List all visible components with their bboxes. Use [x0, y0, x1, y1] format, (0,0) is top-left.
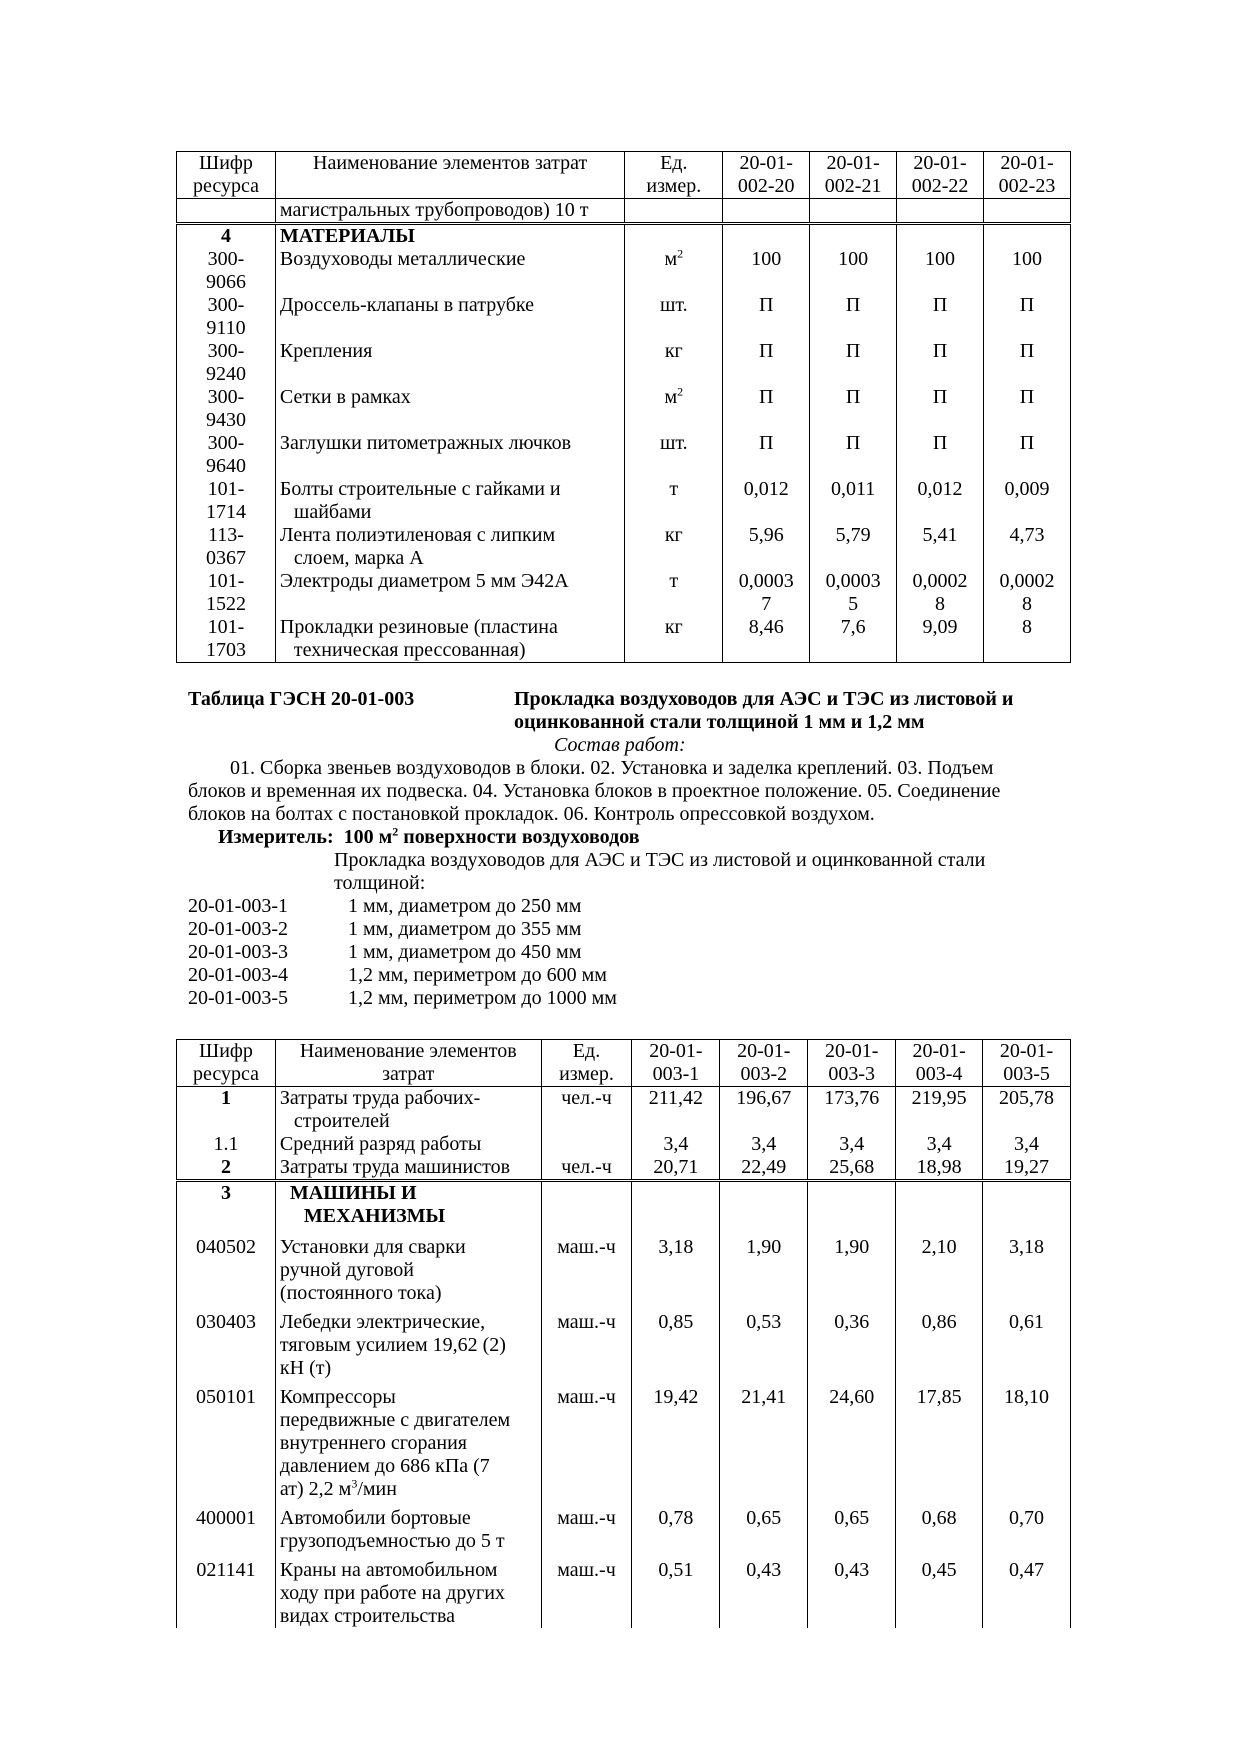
value-cell: 100 — [984, 248, 1071, 294]
value-cell: 0,012 — [723, 478, 810, 524]
unit: т — [625, 478, 723, 524]
item-text: 1,2 мм, периметром до 1000 мм — [348, 987, 617, 1009]
value-cell: 0,43 — [720, 1559, 808, 1628]
unit: т — [625, 570, 723, 616]
header-col: 20-01- 003-2 — [720, 1040, 808, 1087]
resource-code: 300- 9066 — [177, 248, 276, 294]
resource-table-20-01-002 — [176, 151, 1071, 663]
unit: кг — [625, 616, 723, 663]
list-item — [188, 895, 617, 918]
value-cell: 0,61 — [983, 1311, 1071, 1386]
value-cell: 17,85 — [896, 1386, 983, 1507]
value-cell: 20,71 — [632, 1156, 720, 1181]
value-cell: 0,36 — [808, 1311, 896, 1386]
value-cell: 0,86 — [896, 1311, 983, 1386]
value-cell: 0,51 — [632, 1559, 720, 1628]
item-code: 20-01-003-2 — [188, 918, 288, 940]
value-cell: 25,68 — [808, 1156, 896, 1181]
table-row — [177, 1133, 1071, 1156]
value-cell: П — [984, 340, 1071, 386]
header-name: Наименование элементов затрат — [275, 1040, 541, 1087]
table-row — [177, 1228, 1071, 1311]
resource-code: 300- 9430 — [177, 386, 276, 432]
value-cell: 3,18 — [632, 1228, 720, 1311]
resource-name: Крепления — [275, 340, 624, 386]
value-cell: 3,18 — [983, 1228, 1071, 1311]
value-cell: 173,76 — [808, 1087, 896, 1134]
value-cell: 0,70 — [983, 1507, 1071, 1559]
value-cell: 4,73 — [984, 524, 1071, 570]
resource-name: Сетки в рамках — [275, 386, 624, 432]
table-row — [177, 1156, 1071, 1181]
table-header-row — [177, 1040, 1071, 1087]
unit: маш.-ч — [541, 1386, 632, 1507]
item-code: 20-01-003-4 — [188, 964, 288, 986]
table-row — [177, 1507, 1071, 1559]
unit: чел.-ч — [541, 1087, 632, 1134]
value-cell: 5,79 — [810, 524, 897, 570]
value-cell: 3,4 — [896, 1133, 983, 1156]
value-cell: 22,49 — [720, 1156, 808, 1181]
resource-code: 300- 9640 — [177, 432, 276, 478]
composition-text: 01. Сборка звеньев воздуховодов в блоки. 02. Установка и заделка креплений. 03. Подъем блоков и временная их подвеска. 04. Установка блоков в проектное положение. 05. Соединение блоков на болтах с постановкой прокладок. 06. Контроль опрессовкой воздухом. — [188, 757, 1001, 825]
unit: маш.-ч — [541, 1311, 632, 1386]
resource-name: Затраты труда машинистов — [275, 1156, 541, 1181]
table-row — [177, 1311, 1071, 1386]
table-header-row — [177, 152, 1071, 199]
continuation-text: магистральных трубопроводов) 10 т — [275, 199, 624, 224]
resource-code: 2 — [177, 1156, 276, 1181]
header-code: Шифр ресурса — [177, 152, 276, 199]
value-cell: П — [810, 294, 897, 340]
header-col: 20-01- 002-21 — [810, 152, 897, 199]
value-cell: 0,009 — [984, 478, 1071, 524]
value-cell: 1,90 — [808, 1228, 896, 1311]
value-cell: 0,85 — [632, 1311, 720, 1386]
value-cell: П — [810, 386, 897, 432]
header-col: 20-01- 003-4 — [896, 1040, 983, 1087]
value-cell: 205,78 — [983, 1087, 1071, 1134]
resource-name: Лебедки электрические, тяговым усилием 19,62 (2) кН (т) — [275, 1311, 541, 1386]
table-label: Таблица ГЭСН 20-01-003 — [188, 688, 415, 710]
resource-name: Дроссель-клапаны в патрубке — [275, 294, 624, 340]
unit: шт. — [625, 294, 723, 340]
value-cell: 0,78 — [632, 1507, 720, 1559]
value-cell: 0,012 — [897, 478, 984, 524]
value-cell: П — [984, 294, 1071, 340]
resource-table-20-01-003 — [176, 1039, 1071, 1628]
resource-name: Затраты труда рабочих- строителей — [275, 1087, 541, 1134]
resource-name: Автомобили бортовые грузоподъемностью до 5 т — [275, 1507, 541, 1559]
value-cell: 21,41 — [720, 1386, 808, 1507]
unit: $м^2$ — [625, 386, 723, 432]
unit: маш.-ч — [541, 1507, 632, 1559]
resource-code: 1.1 — [177, 1133, 276, 1156]
unit — [541, 1133, 632, 1156]
resource-code: 1 — [177, 1087, 276, 1134]
value-cell: П — [723, 294, 810, 340]
value-cell: 1,90 — [720, 1228, 808, 1311]
resource-name: Болты строительные с гайками и шайбами — [275, 478, 624, 524]
value-cell: 100 — [897, 248, 984, 294]
list-item — [188, 964, 617, 987]
table-title: Прокладка воздуховодов для АЭС и ТЭС из листовой и оцинкованной стали толщиной 1 мм и 1,2 мм — [514, 688, 1014, 733]
table-row — [177, 478, 1071, 524]
value-cell: 3,4 — [632, 1133, 720, 1156]
value-cell: 0,011 — [810, 478, 897, 524]
value-cell: 219,95 — [896, 1087, 983, 1134]
resource-name: Электроды диаметром 5 мм Э42А — [275, 570, 624, 616]
header-col: 20-01- 003-3 — [808, 1040, 896, 1087]
table-row — [177, 294, 1071, 340]
value-cell: 9,09 — [897, 616, 984, 663]
item-code: 20-01-003-1 — [188, 895, 288, 917]
item-text: 1 мм, диаметром до 250 мм — [348, 895, 582, 917]
value-cell: 19,27 — [983, 1156, 1071, 1181]
value-cell: 0,65 — [808, 1507, 896, 1559]
unit: шт. — [625, 432, 723, 478]
header-col: 20-01- 002-20 — [723, 152, 810, 199]
item-text: 1 мм, диаметром до 450 мм — [348, 941, 582, 963]
item-code: 20-01-003-5 — [188, 987, 288, 1009]
value-cell: 0,47 — [983, 1559, 1071, 1628]
value-cell: П — [984, 432, 1071, 478]
list-item — [188, 987, 617, 1010]
table-row — [177, 1386, 1071, 1507]
unit: кг — [625, 340, 723, 386]
table-row — [177, 524, 1071, 570]
table-row — [177, 386, 1071, 432]
value-cell: П — [984, 386, 1071, 432]
resource-code: 021141 — [177, 1559, 276, 1628]
resource-name: Лента полиэтиленовая с липким слоем, марка А — [275, 524, 624, 570]
value-cell: П — [897, 386, 984, 432]
resource-code: 300- 9240 — [177, 340, 276, 386]
header-col: 20-01- 002-23 — [984, 152, 1071, 199]
intro-text: Прокладка воздуховодов для АЭС и ТЭС из листовой и оцинкованной стали толщиной: — [334, 849, 986, 894]
unit: маш.-ч — [541, 1228, 632, 1311]
section-code: 3 — [177, 1181, 276, 1229]
value-cell: 196,67 — [720, 1087, 808, 1134]
continuation-row — [177, 199, 1071, 224]
resource-name: Заглушки питометражных лючков — [275, 432, 624, 478]
resource-code: 300- 9110 — [177, 294, 276, 340]
header-name: Наименование элементов затрат — [275, 152, 624, 199]
value-cell: 2,10 — [896, 1228, 983, 1311]
value-cell: 0,0003 5 — [810, 570, 897, 616]
unit: маш.-ч — [541, 1559, 632, 1628]
value-cell: 19,42 — [632, 1386, 720, 1507]
value-cell: 5,96 — [723, 524, 810, 570]
value-cell: П — [897, 340, 984, 386]
value-cell: 0,0002 8 — [984, 570, 1071, 616]
list-item — [188, 941, 617, 964]
meter-line: Измеритель: 100 $м^2$ поверхности воздуховодов — [218, 824, 640, 848]
table-row — [177, 1087, 1071, 1134]
value-cell: 3,4 — [720, 1133, 808, 1156]
value-cell: 100 — [810, 248, 897, 294]
section-row — [177, 1181, 1071, 1229]
item-text: 1 мм, диаметром до 355 мм — [348, 918, 582, 940]
table-row — [177, 432, 1071, 478]
section-row — [177, 224, 1071, 249]
section-code: 4 — [177, 224, 276, 249]
items-list — [188, 895, 617, 1010]
header-col: 20-01- 003-5 — [983, 1040, 1071, 1087]
item-text: 1,2 мм, периметром до 600 мм — [348, 964, 607, 986]
resource-code: 050101 — [177, 1386, 276, 1507]
resource-code: 101- 1714 — [177, 478, 276, 524]
resource-name: Краны на автомобильном ходу при работе на других видах строительства — [275, 1559, 541, 1628]
value-cell: 0,65 — [720, 1507, 808, 1559]
resource-name: Компрессоры передвижные с двигателем внутреннего сгорания давлением до 686 кПа (7 ат) 2,2 $м^3$/мин — [275, 1386, 541, 1507]
unit: чел.-ч — [541, 1156, 632, 1181]
header-unit: Ед. измер. — [625, 152, 723, 199]
value-cell: 0,45 — [896, 1559, 983, 1628]
unit: кг — [625, 524, 723, 570]
resource-name: Воздуховоды металлические — [275, 248, 624, 294]
resource-name: Средний разряд работы — [275, 1133, 541, 1156]
resource-code: 113- 0367 — [177, 524, 276, 570]
value-cell: 3,4 — [983, 1133, 1071, 1156]
resource-code: 400001 — [177, 1507, 276, 1559]
value-cell: 5,41 — [897, 524, 984, 570]
resource-name: Прокладки резиновые (пластина техническая прессованная) — [275, 616, 624, 663]
value-cell: 8,46 — [723, 616, 810, 663]
value-cell: П — [897, 432, 984, 478]
table-row — [177, 248, 1071, 294]
value-cell: 211,42 — [632, 1087, 720, 1134]
table-row — [177, 340, 1071, 386]
value-cell: 18,10 — [983, 1386, 1071, 1507]
table-row — [177, 616, 1071, 663]
table-row — [177, 1559, 1071, 1628]
value-cell: 0,0003 7 — [723, 570, 810, 616]
value-cell: П — [723, 432, 810, 478]
value-cell: 0,43 — [808, 1559, 896, 1628]
resource-code: 040502 — [177, 1228, 276, 1311]
section-title: МАТЕРИАЛЫ — [275, 224, 624, 249]
table-row — [177, 570, 1071, 616]
value-cell: П — [810, 432, 897, 478]
value-cell: П — [897, 294, 984, 340]
header-code: Шифр ресурса — [177, 1040, 276, 1087]
value-cell: 0,68 — [896, 1507, 983, 1559]
value-cell: 100 — [723, 248, 810, 294]
value-cell: П — [810, 340, 897, 386]
composition-heading: Состав работ: — [554, 734, 686, 756]
value-cell: 18,98 — [896, 1156, 983, 1181]
resource-code: 101- 1522 — [177, 570, 276, 616]
value-cell: 24,60 — [808, 1386, 896, 1507]
value-cell: 0,0002 8 — [897, 570, 984, 616]
list-item — [188, 918, 617, 941]
value-cell: 0,53 — [720, 1311, 808, 1386]
item-code: 20-01-003-3 — [188, 941, 288, 963]
header-col: 20-01- 003-1 — [632, 1040, 720, 1087]
section-title: МАШИНЫ И МЕХАНИЗМЫ — [275, 1181, 541, 1229]
value-cell: 7,6 — [810, 616, 897, 663]
resource-code: 030403 — [177, 1311, 276, 1386]
value-cell: 3,4 — [808, 1133, 896, 1156]
resource-name: Установки для сварки ручной дуговой (постоянного тока) — [275, 1228, 541, 1311]
header-col: 20-01- 002-22 — [897, 152, 984, 199]
resource-code: 101- 1703 — [177, 616, 276, 663]
value-cell: П — [723, 386, 810, 432]
value-cell: 8 — [984, 616, 1071, 663]
header-unit: Ед. измер. — [541, 1040, 632, 1087]
value-cell: П — [723, 340, 810, 386]
unit: $м^2$ — [625, 248, 723, 294]
